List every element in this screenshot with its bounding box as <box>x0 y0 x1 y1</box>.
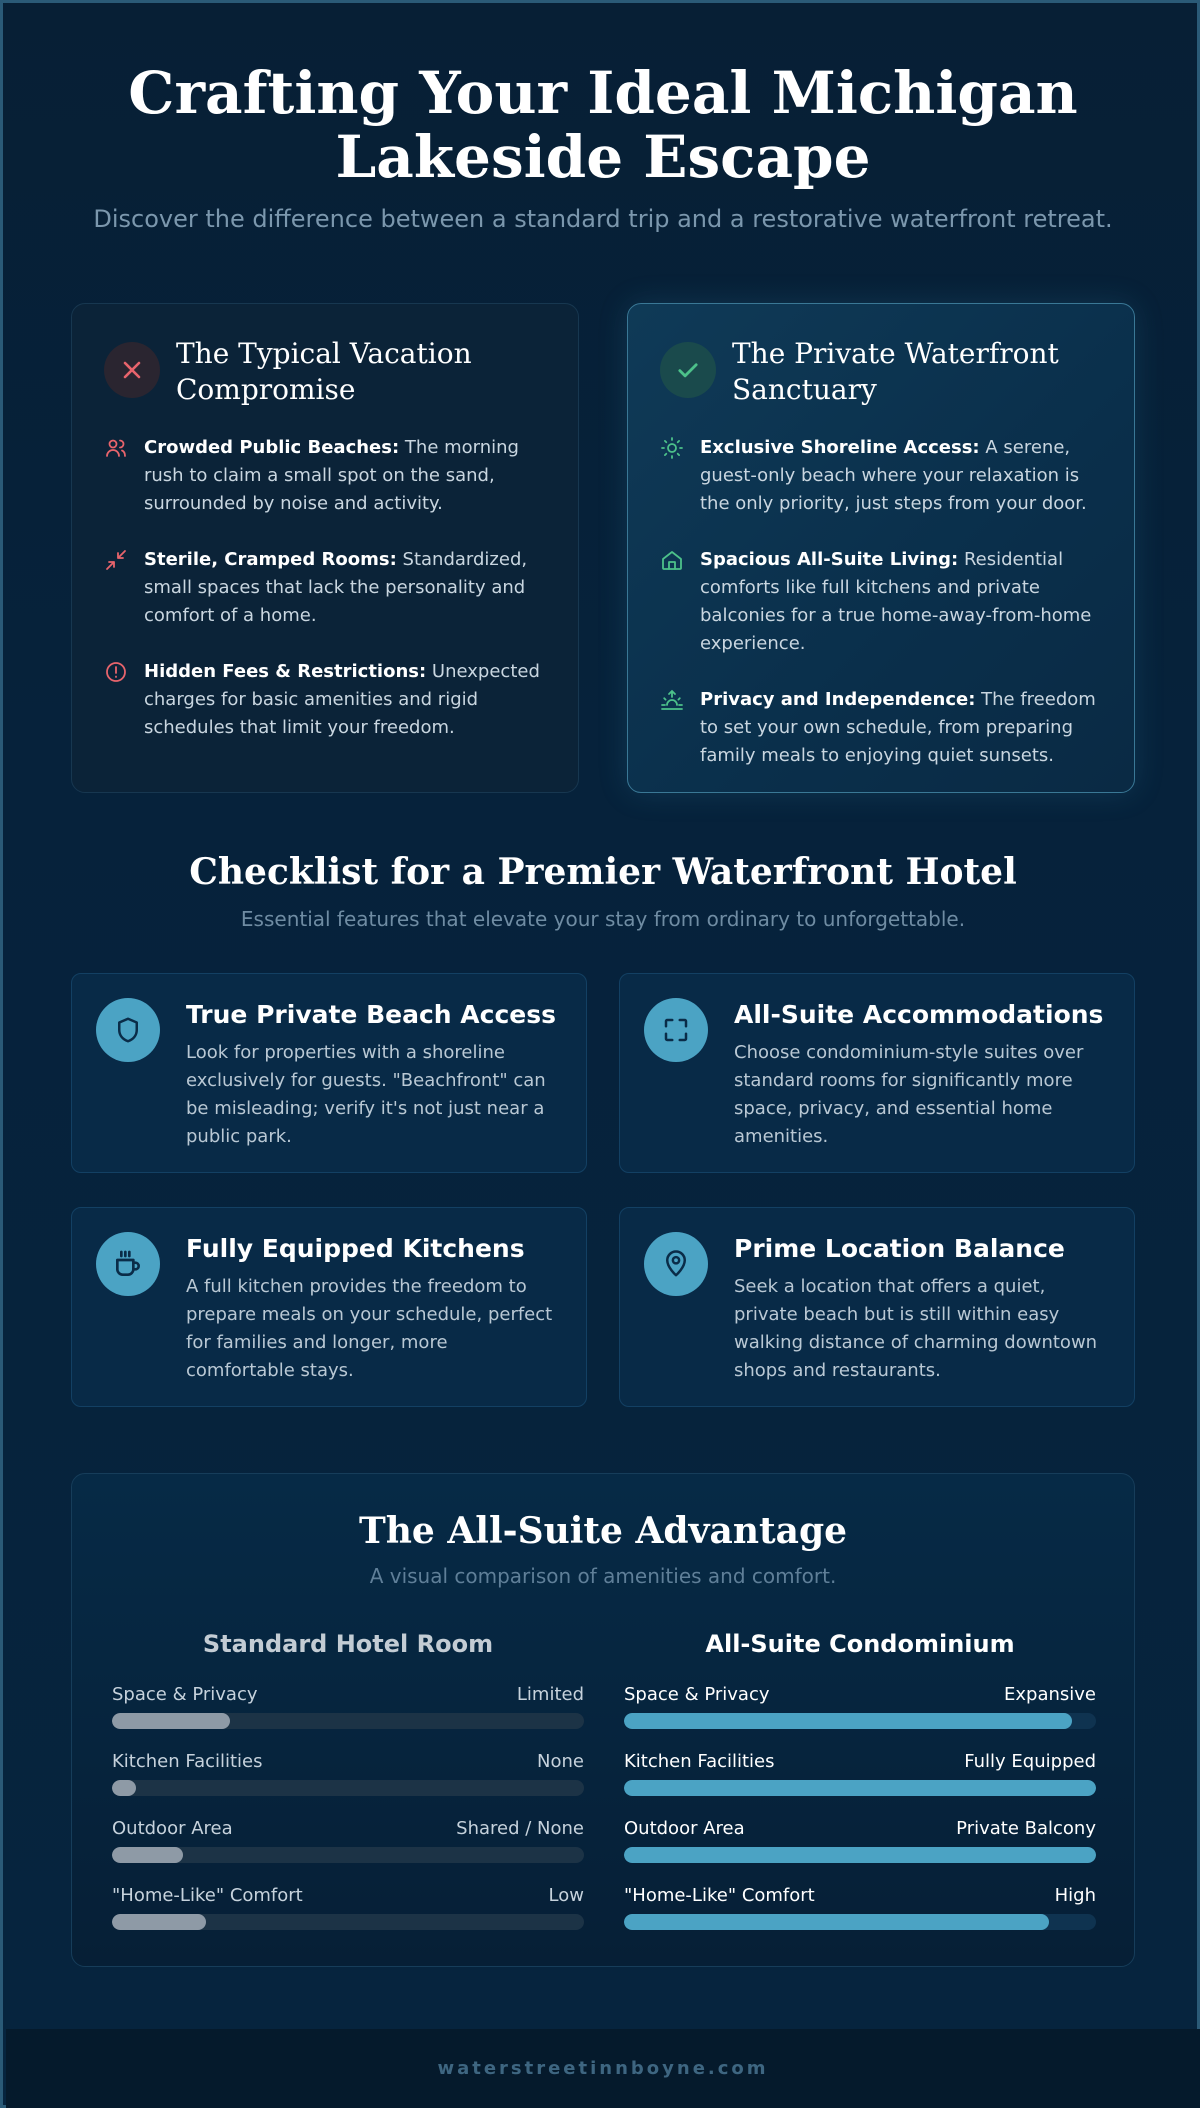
comparison-bar-row <box>112 1751 584 1796</box>
bar-label: Space & Privacy <box>112 1684 258 1705</box>
bar-label: Outdoor Area <box>624 1818 745 1839</box>
bar-value: Shared / None <box>456 1818 584 1839</box>
advantage-title: The All-Suite Advantage <box>358 1510 848 1552</box>
coffee-cup-icon <box>96 1232 160 1296</box>
comparison-bar-row <box>112 1684 584 1729</box>
users-icon <box>104 436 128 460</box>
bar-value: Low <box>548 1885 584 1906</box>
item-text: Unexpected charges for basic amenities and rigid schedules that limit your freedom. <box>144 661 540 738</box>
bar-label: Outdoor Area <box>112 1818 233 1839</box>
bar-fill <box>112 1780 136 1796</box>
item-title: Crowded Public Beaches: <box>144 437 400 458</box>
standard-room-heading: Standard Hotel Room <box>202 1630 494 1658</box>
bar-label: Space & Privacy <box>624 1684 770 1705</box>
page-title-line-1: Crafting Your Ideal Michigan <box>128 59 1078 127</box>
map-pin-icon <box>644 1232 708 1296</box>
item-title: Hidden Fees & Restrictions: <box>144 661 427 682</box>
typical-card-title: The Typical Vacation Compromise <box>176 337 472 406</box>
bar-track <box>624 1713 1096 1729</box>
waterfront-sanctuary-card <box>627 303 1135 793</box>
page-subtitle: Discover the difference between a standard trip and a restorative waterfront retreat. <box>93 205 1113 233</box>
comparison-bar-row <box>112 1818 584 1863</box>
sanctuary-card-title: The Private Waterfront Sanctuary <box>732 337 1059 406</box>
list-item <box>104 658 546 742</box>
list-item <box>104 546 546 630</box>
feature-card-kitchens <box>71 1207 587 1407</box>
checklist-title: Checklist for a Premier Waterfront Hotel <box>189 851 1017 893</box>
bar-value: Expansive <box>1004 1684 1096 1705</box>
check-icon <box>660 342 716 398</box>
feature-card-all-suite <box>619 973 1135 1173</box>
bar-fill <box>624 1780 1096 1796</box>
item-text: The morning rush to claim a small spot on the sand, surrounded by noise and activity. <box>144 437 519 514</box>
minimize-arrows-icon <box>104 548 128 572</box>
feature-title: True Private Beach Access <box>186 1000 556 1029</box>
item-title: Exclusive Shoreline Access: <box>700 437 980 458</box>
bar-track <box>624 1914 1096 1930</box>
feature-card-location <box>619 1207 1135 1407</box>
feature-title: All-Suite Accommodations <box>734 1000 1104 1029</box>
bar-label: "Home-Like" Comfort <box>112 1885 303 1906</box>
item-title: Sterile, Cramped Rooms: <box>144 549 397 570</box>
all-suite-advantage-panel <box>71 1473 1135 1967</box>
bar-value: High <box>1054 1885 1096 1906</box>
all-suite-column <box>624 1630 1096 1952</box>
bar-label: "Home-Like" Comfort <box>624 1885 815 1906</box>
item-title: Privacy and Independence: <box>700 689 976 710</box>
list-item <box>660 686 1102 770</box>
feature-description: A full kitchen provides the freedom to prepare meals on your schedule, perfect for families and longer, more comfortable stays. <box>186 1276 553 1381</box>
bar-track <box>112 1847 584 1863</box>
page-title-line-2: Lakeside Escape <box>335 123 871 191</box>
alert-circle-icon <box>104 660 128 684</box>
item-text: A serene, guest-only beach where your relaxation is the only priority, just steps from your door. <box>700 437 1087 514</box>
bar-track <box>112 1914 584 1930</box>
feature-title: Prime Location Balance <box>734 1234 1065 1263</box>
item-text: Residential comforts like full kitchens and private balconies for a true home-away-from-home experience. <box>700 549 1092 654</box>
comparison-bar-row <box>624 1818 1096 1863</box>
list-item <box>660 546 1102 658</box>
bar-label: Kitchen Facilities <box>112 1751 263 1772</box>
comparison-bar-row <box>624 1684 1096 1729</box>
bar-fill <box>112 1847 183 1863</box>
typical-vacation-card <box>71 303 579 793</box>
bar-fill <box>112 1713 230 1729</box>
sunrise-icon <box>660 688 684 712</box>
bar-value: Limited <box>516 1684 584 1705</box>
standard-room-column <box>112 1630 584 1952</box>
x-icon <box>104 342 160 398</box>
home-icon <box>660 548 684 572</box>
feature-title: Fully Equipped Kitchens <box>186 1234 525 1263</box>
footer-domain[interactable]: waterstreetinnboyne.com <box>6 2029 1200 2108</box>
bar-track <box>112 1780 584 1796</box>
all-suite-heading: All-Suite Condominium <box>705 1630 1015 1658</box>
page-title <box>3 61 1200 189</box>
advantage-subtitle: A visual comparison of amenities and comfort. <box>369 1564 837 1588</box>
bar-value: Private Balcony <box>956 1818 1096 1839</box>
feature-description: Look for properties with a shoreline exclusively for guests. "Beachfront" can be misleading; verify it's not just near a public park. <box>186 1042 546 1147</box>
feature-card-private-beach <box>71 973 587 1173</box>
comparison-bar-row <box>112 1885 584 1930</box>
sun-icon <box>660 436 684 460</box>
shield-icon <box>96 998 160 1062</box>
bar-track <box>112 1713 584 1729</box>
feature-description: Seek a location that offers a quiet, private beach but is still within easy walking distance of charming downtown shops and restaurants. <box>734 1276 1098 1381</box>
comparison-bar-row <box>624 1885 1096 1930</box>
comparison-bar-row <box>624 1751 1096 1796</box>
item-text: The freedom to set your own schedule, from preparing family meals to enjoying quiet sunsets. <box>700 689 1096 766</box>
list-item <box>104 434 546 518</box>
bar-fill <box>624 1914 1049 1930</box>
bar-label: Kitchen Facilities <box>624 1751 775 1772</box>
item-text: Standardized, small spaces that lack the personality and comfort of a home. <box>144 549 528 626</box>
bar-track <box>624 1847 1096 1863</box>
bar-value: Fully Equipped <box>964 1751 1096 1772</box>
feature-description: Choose condominium-style suites over standard rooms for significantly more space, privacy, and essential home amenities. <box>734 1042 1084 1147</box>
expand-icon <box>644 998 708 1062</box>
list-item <box>660 434 1102 518</box>
bar-fill <box>624 1847 1096 1863</box>
bar-fill <box>112 1914 206 1930</box>
checklist-subtitle: Essential features that elevate your stay from ordinary to unforgettable. <box>240 907 966 931</box>
bar-fill <box>624 1713 1072 1729</box>
hero-header <box>3 61 1200 233</box>
bar-track <box>624 1780 1096 1796</box>
item-title: Spacious All-Suite Living: <box>700 549 959 570</box>
bar-value: None <box>537 1751 584 1772</box>
